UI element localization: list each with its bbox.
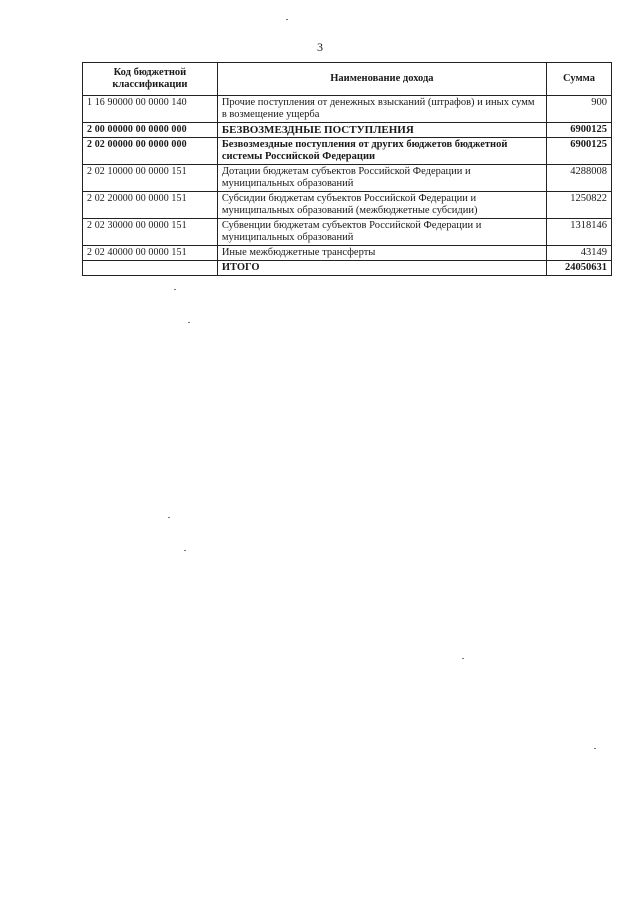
total-sum: 24050631 [547, 261, 612, 276]
row-code: 1 16 90000 00 0000 140 [83, 96, 218, 123]
row-code: 2 02 10000 00 0000 151 [83, 165, 218, 192]
row-sum: 1318146 [547, 219, 612, 246]
row-name: Иные межбюджетные трансферты [217, 246, 546, 261]
table-row [83, 192, 612, 219]
row-sum: 6900125 [547, 123, 612, 138]
row-sum: 43149 [547, 246, 612, 261]
row-sum: 900 [547, 96, 612, 123]
scan-speck [184, 550, 186, 551]
page-number: 3 [317, 40, 323, 54]
scan-speck [188, 322, 190, 323]
header-code: Код бюджетной классификации [83, 63, 218, 96]
table-row [83, 246, 612, 261]
row-code: 2 02 40000 00 0000 151 [83, 246, 218, 261]
header-name: Наименование дохода [217, 63, 546, 96]
row-name: Субвенции бюджетам субъектов Российской Федерации и муниципальных образований [217, 219, 546, 246]
total-code-cell [83, 261, 218, 276]
scan-speck [286, 19, 288, 20]
row-name: Безвозмездные поступления от других бюджетов бюджетной системы Российской Федерации [217, 138, 546, 165]
scan-speck [594, 748, 596, 749]
row-name: Субсидии бюджетам субъектов Российской Федерации и муниципальных образований (межбюджетные субсидии) [217, 192, 546, 219]
row-code: 2 00 00000 00 0000 000 [83, 123, 218, 138]
total-row [83, 261, 612, 276]
table-row [83, 96, 612, 123]
table-row [83, 138, 612, 165]
scan-speck [174, 289, 176, 290]
revenue-table [82, 62, 612, 276]
row-name: Дотации бюджетам субъектов Российской Федерации и муниципальных образований [217, 165, 546, 192]
header-sum: Сумма [547, 63, 612, 96]
table-row [83, 123, 612, 138]
row-name: БЕЗВОЗМЕЗДНЫЕ ПОСТУПЛЕНИЯ [217, 123, 546, 138]
row-code: 2 02 20000 00 0000 151 [83, 192, 218, 219]
row-sum: 6900125 [547, 138, 612, 165]
row-sum: 1250822 [547, 192, 612, 219]
row-code: 2 02 00000 00 0000 000 [83, 138, 218, 165]
row-name: Прочие поступления от денежных взысканий (штрафов) и иных сумм в возмещение ущерба [217, 96, 546, 123]
scan-speck [168, 517, 170, 518]
scan-speck [462, 658, 464, 659]
table-row [83, 219, 612, 246]
table-header-row [83, 63, 612, 96]
row-code: 2 02 30000 00 0000 151 [83, 219, 218, 246]
row-sum: 4288008 [547, 165, 612, 192]
total-label: ИТОГО [217, 261, 546, 276]
table-row [83, 165, 612, 192]
